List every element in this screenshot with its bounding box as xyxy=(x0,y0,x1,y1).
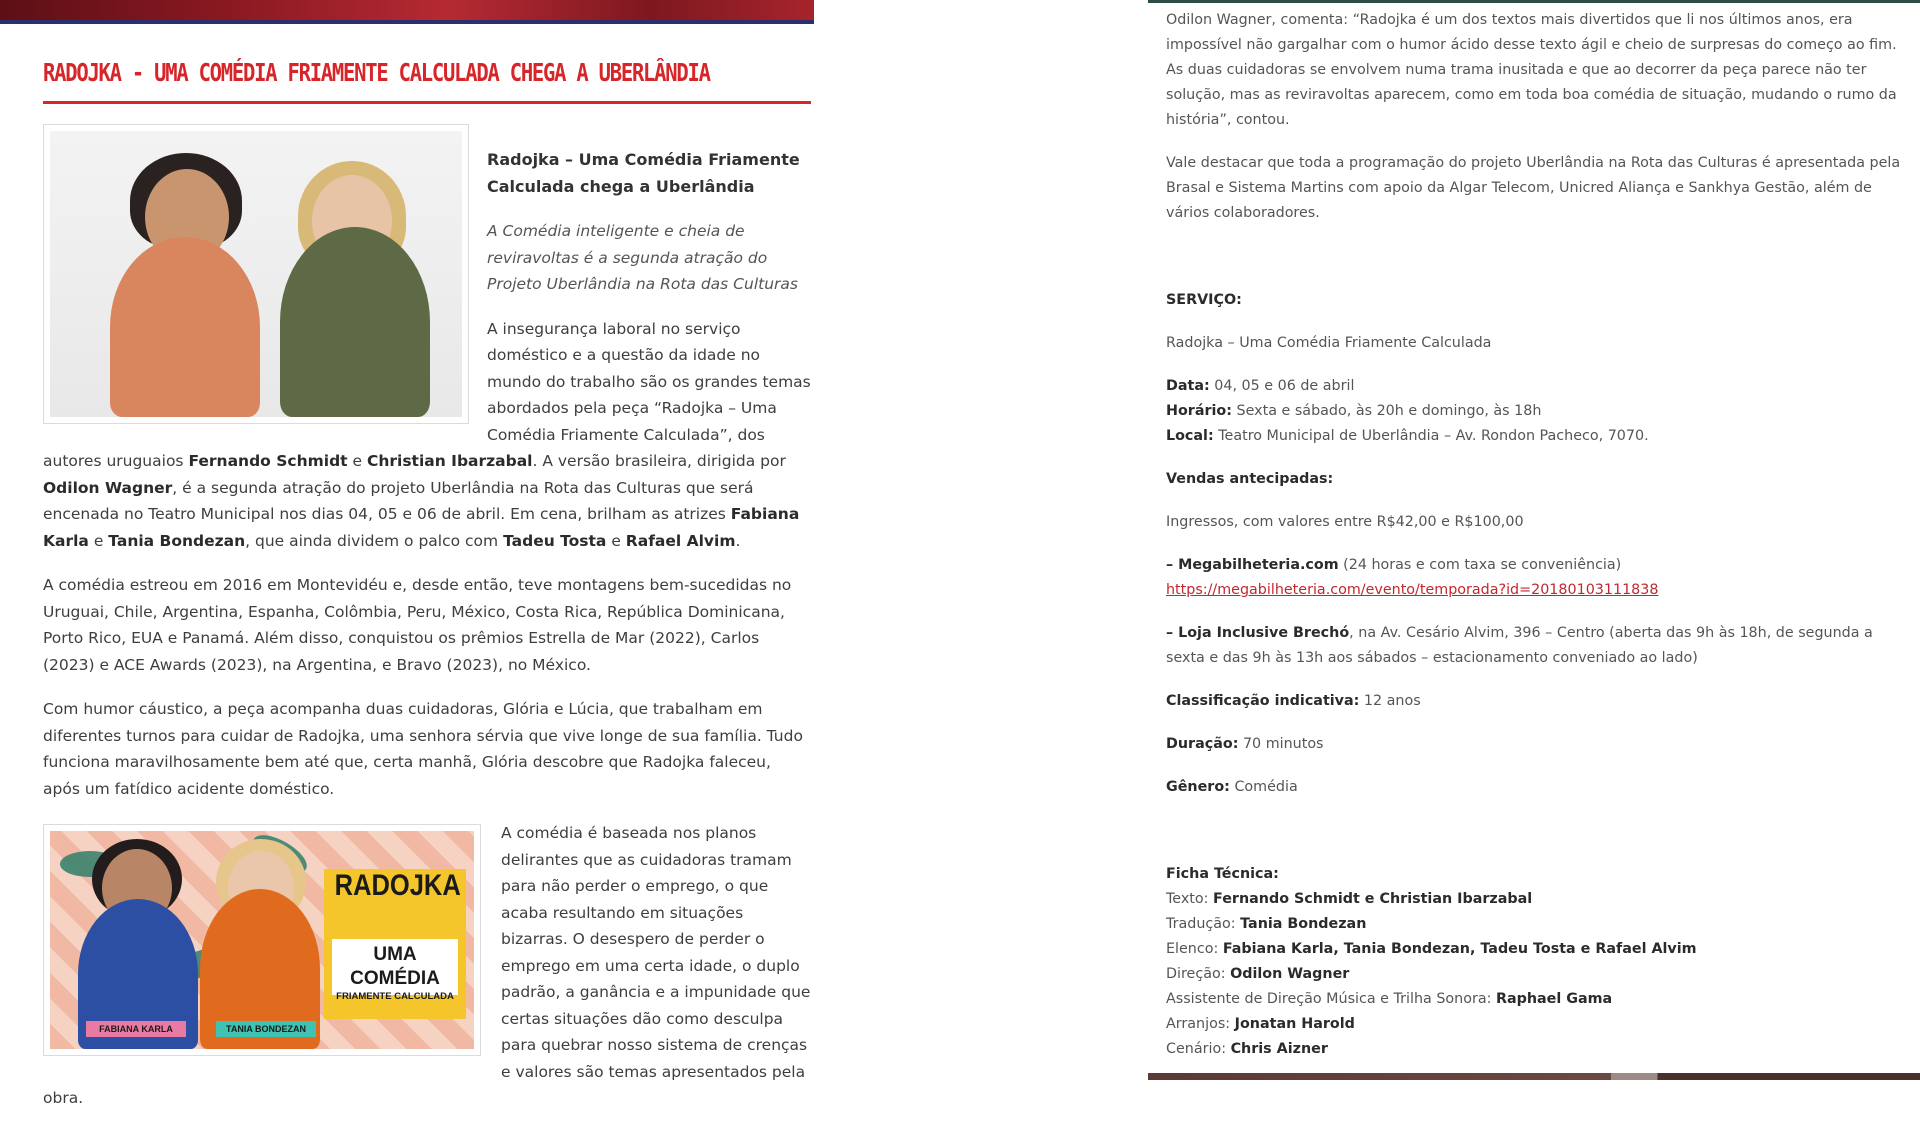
poster-title: RADOJKA xyxy=(334,869,461,902)
duration-line: Duração: 70 minutos xyxy=(1166,736,1324,752)
article-body xyxy=(43,124,811,1130)
date-line: Data: 04, 05 e 06 de abril xyxy=(1166,378,1355,394)
presale-heading: Vendas antecipadas: xyxy=(1166,471,1334,487)
actor-1: Tadeu Tosta xyxy=(503,531,607,550)
article-headline: RADOJKA - UMA COMÉDIA FRIAMENTE CALCULADA CHEGA A UBERLÂNDIA xyxy=(43,58,710,87)
show-name: Radojka – Uma Comédia Friamente Calculada xyxy=(1166,335,1492,351)
right-bottom-border xyxy=(1148,1073,1920,1080)
ticket-price: Ingressos, com valores entre R$42,00 e R$100,00 xyxy=(1166,514,1524,530)
servico-heading: SERVIÇO: xyxy=(1166,292,1242,308)
credit-line: Elenco: Fabiana Karla, Tania Bondezan, Tadeu Tosta e Rafael Alvim xyxy=(1166,941,1697,957)
actor-2: Rafael Alvim xyxy=(625,531,736,550)
headline-rule xyxy=(43,101,811,104)
location-line: Local: Teatro Municipal de Uberlândia – Av. Rondon Pacheco, 7070. xyxy=(1166,428,1649,444)
header-banner xyxy=(0,0,814,20)
credit-line: Direção: Odilon Wagner xyxy=(1166,966,1350,982)
poster-tag-fabiana: FABIANA KARLA xyxy=(86,1021,186,1037)
header-divider xyxy=(0,20,814,24)
actress-1: Fabiana Karla xyxy=(43,505,800,550)
credit-line: Texto: Fernando Schmidt e Christian Ibarzabal xyxy=(1166,891,1533,907)
paragraph-2: A comédia estreou em 2016 em Montevidéu e, desde então, teve montagens bem-sucedidas no Uruguai, Chile, Argentina, Espanha, Colômbia, Peru, México, Costa Rica, República Dominicana, Porto Rico, EUA e Panamá. Além disso, conquistou os prêmios Estrella de Mar (2022), Carlos (2023) e ACE Awards (2023), na Argentina, e Bravo (2023), no México. xyxy=(43,576,792,674)
service-info xyxy=(1166,8,1906,1062)
credit-line: Arranjos: Jonatan Harold xyxy=(1166,1016,1355,1032)
left-article-panel xyxy=(0,0,814,1107)
cast-photo xyxy=(43,124,469,424)
poster-subtitle: UMA COMÉDIA FRIAMENTE CALCULADA xyxy=(332,939,458,995)
intro-subtitle: A Comédia inteligente e cheia de reviravoltas é a segunda atração do Projeto Uberlândia na Rota das Culturas xyxy=(487,222,798,293)
megabilheteria-link[interactable]: https://megabilheteria.com/evento/temporada?id=20180103111838 xyxy=(1166,582,1659,598)
credits-heading: Ficha Técnica: xyxy=(1166,866,1279,882)
actress-2: Tania Bondezan xyxy=(108,531,246,550)
megabilheteria-link-line xyxy=(1166,578,1906,603)
sponsors-text: Vale destacar que toda a programação do projeto Uberlândia na Rota das Culturas é apresentada pela Brasal e Sistema Martins com apoio da Algar Telecom, Unicred Aliança e Sankhya Gestão, além de vários colaboradores. xyxy=(1166,155,1901,221)
poster-title-box xyxy=(324,869,466,1019)
paragraph-4: A comédia é baseada nos planos delirantes que as cuidadoras tramam para não perder o emprego, o que acaba resultando em situações bizarras. O desespero de perder o emprego em uma certa idade, o duplo padrão, a ganância e a impunidade que certas situações dão como desculpa para quebrar nosso sistema de crenças e valores são temas apresentados pela obra. xyxy=(43,824,811,1107)
credit-line: Cenário: Chris Aizner xyxy=(1166,1041,1328,1057)
loja-line: – Loja Inclusive Brechó, na Av. Cesário Alvim, 396 – Centro (aberta das 9h às 18h, de segunda a sexta e das 9h às 13h aos sábados – estacionamento conveniado ao lado) xyxy=(1166,625,1873,666)
megabilheteria-line: – Megabilheteria.com (24 horas e com taxa se conveniência) xyxy=(1166,557,1622,573)
genre-line: Gênero: Comédia xyxy=(1166,779,1298,795)
credit-line: Tradução: Tania Bondezan xyxy=(1166,916,1367,932)
right-top-border xyxy=(1148,0,1920,3)
right-article-panel xyxy=(1148,0,1920,1080)
intro-title: Radojka – Uma Comédia Friamente Calculada chega a Uberlândia xyxy=(487,150,800,196)
cast-photo-image xyxy=(50,131,462,417)
author-2: Christian Ibarzabal xyxy=(366,452,533,470)
director-quote: Odilon Wagner, comenta: “Radojka é um dos textos mais divertidos que li nos últimos anos, era impossível não gargalhar com o humor ácido desse texto ágil e cheio de surpresas do começo ao fim. As duas cuidadoras se envolvem numa trama inusitada e que ao decorrer da peça parece não ter solução, mas as reviravoltas aparecem, como em toda boa comédia de situação, mudando o rumo da história”, contou. xyxy=(1166,12,1897,128)
paragraph-1: A insegurança laboral no serviço doméstico e a questão da idade no mundo do trabalho são os grandes temas abordados pela peça “Radojka – Uma Comédia Friamente Calculada”, dos autores uruguaios Fernando Schmidt e Christian Ibarzabal. A versão brasileira, dirigida por Odilon Wagner, é a segunda atração do projeto Uberlândia na Rota das Culturas que será encenada no Teatro Municipal nos dias 04, 05 e 06 de abril. Em cena, brilham as atrizes Fabiana Karla e Tania Bondezan, que ainda dividem o palco com Tadeu Tosta e Rafael Alvim. xyxy=(43,319,811,550)
poster-image xyxy=(43,824,481,1056)
paragraph-3: Com humor cáustico, a peça acompanha duas cuidadoras, Glória e Lúcia, que trabalham em diferentes turnos para cuidar de Radojka, uma senhora sérvia que vive longe de sua família. Tudo funciona maravilhosamente bem até que, certa manhã, Glória descobre que Radojka faleceu, após um fatídico acidente doméstico. xyxy=(43,700,803,798)
schedule-line: Horário: Sexta e sábado, às 20h e domingo, às 18h xyxy=(1166,403,1542,419)
credit-line: Assistente de Direção Música e Trilha Sonora: Raphael Gama xyxy=(1166,991,1613,1007)
rating-line: Classificação indicativa: 12 anos xyxy=(1166,693,1421,709)
poster-tag-tania: TANIA BONDEZAN xyxy=(216,1021,316,1037)
author-1: Fernando Schmidt xyxy=(188,452,348,470)
poster-artwork xyxy=(50,831,474,1049)
director: Odilon Wagner xyxy=(43,478,173,497)
